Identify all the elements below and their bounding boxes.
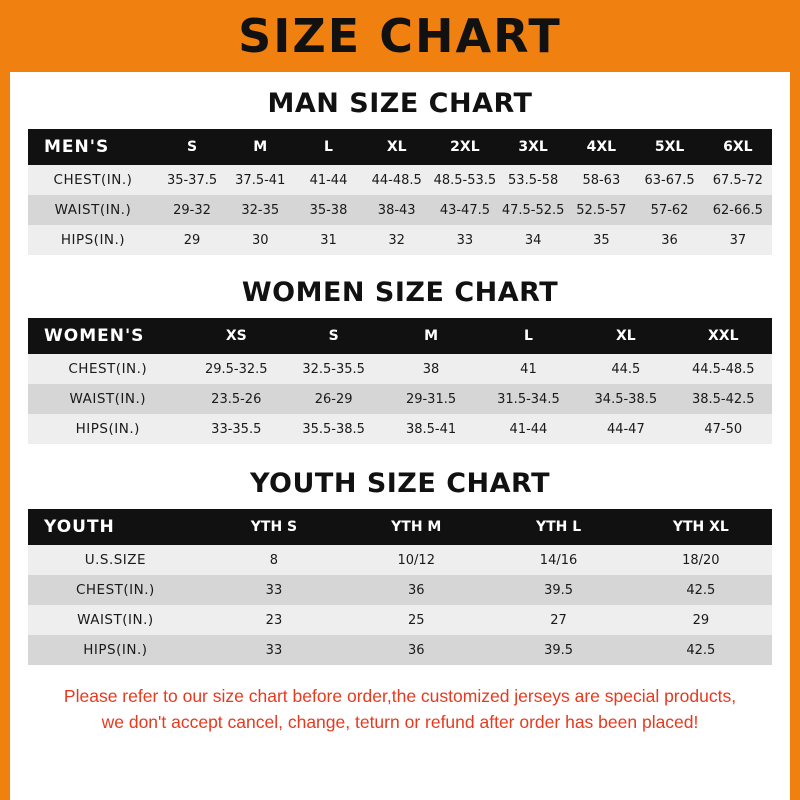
table-row	[28, 575, 772, 605]
table-cell: 33	[203, 635, 345, 665]
table-cell: 67.5-72	[704, 165, 772, 195]
women-section-title: WOMEN SIZE CHART	[241, 277, 559, 308]
table-cell: 10/12	[345, 545, 487, 575]
table-cell: 26-29	[285, 384, 382, 414]
page-title: SIZE CHART	[238, 9, 562, 63]
column-header: YTH S	[203, 509, 345, 545]
table-cell: 52.5-57	[567, 195, 635, 225]
table-cell: 33	[203, 575, 345, 605]
table-cell: 47-50	[675, 414, 772, 444]
table-cell: 63-67.5	[635, 165, 703, 195]
row-label: CHEST(IN.)	[28, 575, 203, 605]
table-cell: 36	[345, 635, 487, 665]
youth-section	[10, 468, 790, 665]
table-cell: 35-38	[294, 195, 362, 225]
table-row	[28, 545, 772, 575]
table-cell: 34.5-38.5	[577, 384, 674, 414]
order-notice-line-2: we don't accept cancel, change, teturn or refund after order has been placed!	[101, 712, 699, 733]
table-cell: 23.5-26	[188, 384, 285, 414]
table-cell: 42.5	[630, 575, 772, 605]
row-label: HIPS(IN.)	[28, 635, 203, 665]
men-table-body	[28, 129, 772, 255]
row-label: WAIST(IN.)	[28, 384, 188, 414]
column-header: XL	[577, 318, 674, 354]
table-cell: 38.5-42.5	[675, 384, 772, 414]
column-header: YTH L	[487, 509, 629, 545]
row-label: U.S.SIZE	[28, 545, 203, 575]
women-size-table	[28, 318, 772, 444]
table-cell: 62-66.5	[704, 195, 772, 225]
row-label: HIPS(IN.)	[28, 414, 188, 444]
table-cell: 29	[630, 605, 772, 635]
row-label: WAIST(IN.)	[28, 195, 158, 225]
banner	[0, 0, 800, 72]
table-cell: 8	[203, 545, 345, 575]
order-notice-line-1: Please refer to our size chart before order,the customized jerseys are special products,	[63, 686, 737, 706]
table-cell: 44-48.5	[363, 165, 431, 195]
column-header: S	[285, 318, 382, 354]
column-header: 4XL	[567, 129, 635, 165]
women-table-body	[28, 318, 772, 444]
column-header: 2XL	[431, 129, 499, 165]
table-cell: 29.5-32.5	[188, 354, 285, 384]
table-cell: 57-62	[635, 195, 703, 225]
table-corner-label: MEN'S	[28, 129, 158, 165]
table-cell: 53.5-58	[499, 165, 567, 195]
table-cell: 39.5	[487, 635, 629, 665]
table-cell: 29-31.5	[382, 384, 479, 414]
table-header-row	[28, 318, 772, 354]
table-corner-label: WOMEN'S	[28, 318, 188, 354]
men-section-title: MAN SIZE CHART	[267, 88, 533, 119]
column-header: L	[294, 129, 362, 165]
order-notice	[24, 683, 776, 736]
table-cell: 14/16	[487, 545, 629, 575]
table-cell: 35-37.5	[158, 165, 226, 195]
table-cell: 29-32	[158, 195, 226, 225]
table-cell: 30	[226, 225, 294, 255]
table-header-row	[28, 129, 772, 165]
table-cell: 44.5-48.5	[675, 354, 772, 384]
row-label: WAIST(IN.)	[28, 605, 203, 635]
column-header: YTH XL	[630, 509, 772, 545]
table-cell: 31.5-34.5	[480, 384, 577, 414]
table-cell: 36	[345, 575, 487, 605]
table-cell: 29	[158, 225, 226, 255]
column-header: L	[480, 318, 577, 354]
table-cell: 48.5-53.5	[431, 165, 499, 195]
table-cell: 37	[704, 225, 772, 255]
youth-table-body	[28, 509, 772, 665]
table-cell: 32	[363, 225, 431, 255]
table-cell: 47.5-52.5	[499, 195, 567, 225]
table-cell: 35	[567, 225, 635, 255]
column-header: M	[382, 318, 479, 354]
table-corner-label: YOUTH	[28, 509, 203, 545]
row-label: CHEST(IN.)	[28, 354, 188, 384]
table-row	[28, 414, 772, 444]
column-header: 3XL	[499, 129, 567, 165]
column-header: M	[226, 129, 294, 165]
column-header: XL	[363, 129, 431, 165]
women-section	[10, 277, 790, 444]
table-cell: 38	[382, 354, 479, 384]
column-header: XXL	[675, 318, 772, 354]
table-cell: 44.5	[577, 354, 674, 384]
row-label: CHEST(IN.)	[28, 165, 158, 195]
table-cell: 35.5-38.5	[285, 414, 382, 444]
table-cell: 44-47	[577, 414, 674, 444]
table-row	[28, 384, 772, 414]
table-row	[28, 635, 772, 665]
table-row	[28, 225, 772, 255]
column-header: YTH M	[345, 509, 487, 545]
youth-size-table	[28, 509, 772, 665]
table-row	[28, 165, 772, 195]
youth-section-title: YOUTH SIZE CHART	[249, 468, 551, 499]
column-header: 5XL	[635, 129, 703, 165]
column-header: XS	[188, 318, 285, 354]
row-label: HIPS(IN.)	[28, 225, 158, 255]
table-cell: 31	[294, 225, 362, 255]
table-cell: 33-35.5	[188, 414, 285, 444]
men-size-table	[28, 129, 772, 255]
column-header: S	[158, 129, 226, 165]
table-row	[28, 354, 772, 384]
table-cell: 32.5-35.5	[285, 354, 382, 384]
table-cell: 34	[499, 225, 567, 255]
table-cell: 41-44	[294, 165, 362, 195]
table-cell: 58-63	[567, 165, 635, 195]
table-row	[28, 605, 772, 635]
table-cell: 38.5-41	[382, 414, 479, 444]
table-cell: 36	[635, 225, 703, 255]
table-cell: 32-35	[226, 195, 294, 225]
table-row	[28, 195, 772, 225]
table-cell: 25	[345, 605, 487, 635]
table-cell: 39.5	[487, 575, 629, 605]
table-cell: 37.5-41	[226, 165, 294, 195]
table-header-row	[28, 509, 772, 545]
table-cell: 18/20	[630, 545, 772, 575]
column-header: 6XL	[704, 129, 772, 165]
table-cell: 33	[431, 225, 499, 255]
table-cell: 38-43	[363, 195, 431, 225]
table-cell: 23	[203, 605, 345, 635]
men-section	[10, 88, 790, 255]
table-cell: 27	[487, 605, 629, 635]
table-cell: 41-44	[480, 414, 577, 444]
table-cell: 43-47.5	[431, 195, 499, 225]
table-cell: 42.5	[630, 635, 772, 665]
table-cell: 41	[480, 354, 577, 384]
